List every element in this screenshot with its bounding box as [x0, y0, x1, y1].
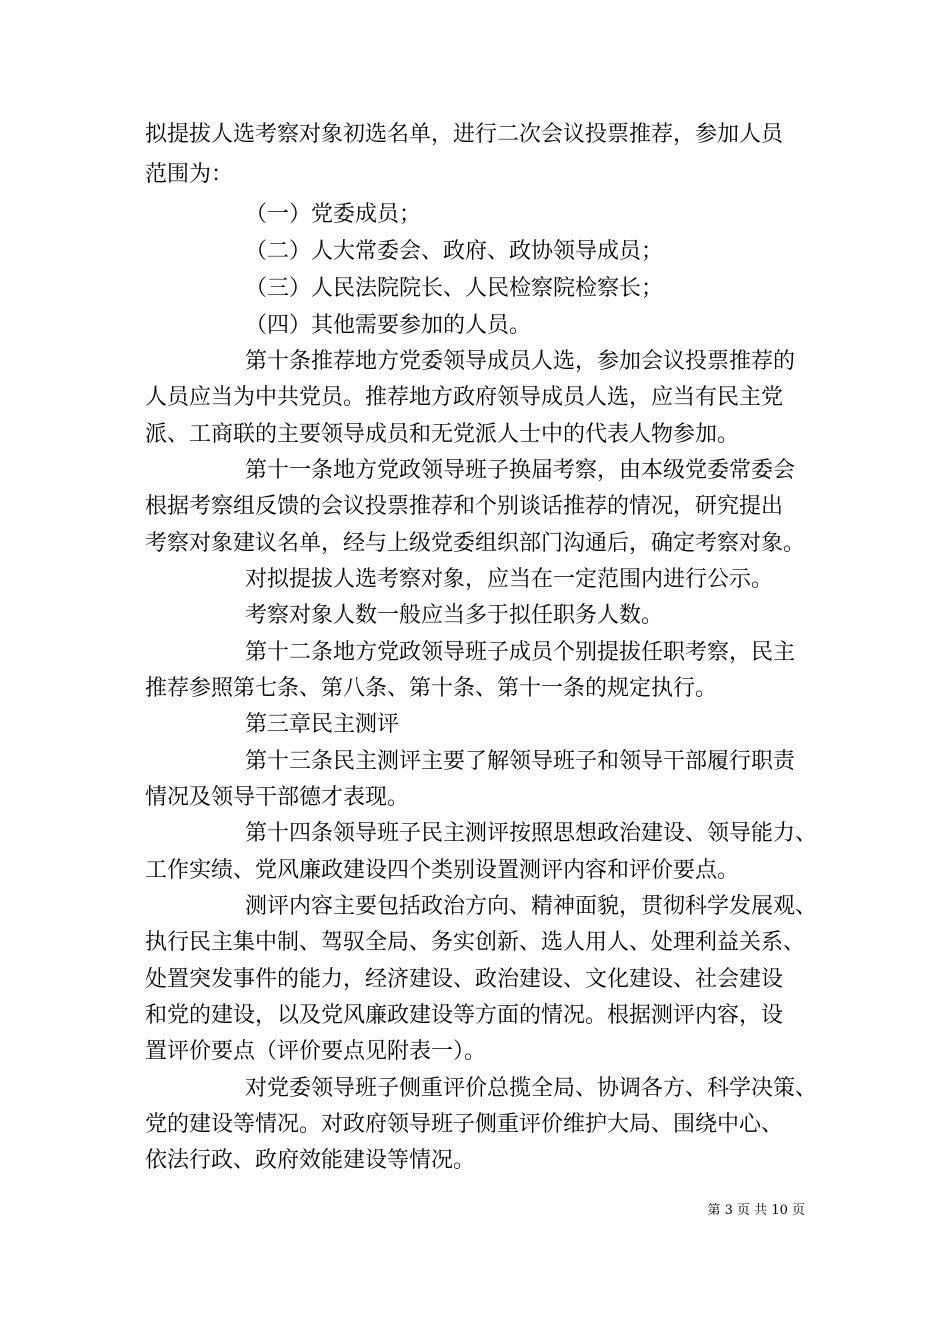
- list-item: （一）党委成员；: [245, 202, 422, 227]
- paragraph-start: 对党委领导班子侧重评价总揽全局、协调各方、科学决策、: [245, 1076, 818, 1101]
- text-line: 党的建设等情况。对政府领导班子侧重评价维护大局、围绕中心、: [145, 1112, 784, 1137]
- text-line: 置评价要点（评价要点见附表一）。: [145, 1039, 487, 1064]
- paragraph-start: 对拟提拔人选考察对象，应当在一定范围内进行公示。: [245, 567, 774, 592]
- text-line: 和党的建设，以及党风廉政建设等方面的情况。根据测评内容，设: [145, 1003, 784, 1028]
- text-line: 人员应当为中共党员。推荐地方政府领导成员人选，应当有民主党: [145, 385, 784, 410]
- paragraph-start: 第十三条民主测评主要了解领导班子和领导干部履行职责: [245, 749, 796, 774]
- paragraph-start: 第十条推荐地方党委领导成员人选，参加会议投票推荐的: [245, 349, 796, 374]
- list-item: （四）其他需要参加的人员。: [245, 313, 532, 338]
- paragraph-start: 第十二条地方党政领导班子成员个别提拔任职考察，民主: [245, 640, 796, 665]
- text-line: 推荐参照第七条、第八条、第十条、第十一条的规定执行。: [145, 676, 718, 701]
- paragraph-start: 考察对象人数一般应当多于拟任职务人数。: [245, 603, 664, 628]
- list-item: （二）人大常委会、政府、政协领导成员；: [245, 239, 664, 264]
- page-number: 第 3 页 共 10 页: [707, 1203, 805, 1218]
- text-line: 考察对象建议名单，经与上级党委组织部门沟通后，确定考察对象。: [145, 531, 806, 556]
- paragraph-start: 第十一条地方党政领导班子换届考察，由本级党委常委会: [245, 458, 796, 483]
- list-item: （三）人民法院院长、人民检察院检察长；: [245, 276, 664, 301]
- text-line: 情况及领导干部德才表现。: [145, 785, 410, 810]
- paragraph-start: 第十四条领导班子民主测评按照思想政治建设、领导能力、: [245, 821, 818, 846]
- text-line: 处置突发事件的能力，经济建设、政治建设、文化建设、社会建设: [145, 967, 784, 992]
- text-line: 范围为：: [145, 162, 234, 187]
- text-line: 派、工商联的主要领导成员和无党派人士中的代表人物参加。: [145, 422, 740, 447]
- text-line: 工作实绩、党风廉政建设四个类别设置测评内容和评价要点。: [145, 858, 740, 883]
- text-line: 根据考察组反馈的会议投票推荐和个别谈话推荐的情况，研究提出: [145, 494, 784, 519]
- text-line: 拟提拔人选考察对象初选名单，进行二次会议投票推荐，参加人员: [145, 122, 784, 147]
- chapter-heading: 第三章民主测评: [245, 712, 400, 737]
- text-line: 依法行政、政府效能建设等情况。: [145, 1148, 476, 1173]
- paragraph-start: 测评内容主要包括政治方向、精神面貌，贯彻科学发展观、: [245, 894, 818, 919]
- text-line: 执行民主集中制、驾驭全局、务实创新、选人用人、处理利益关系、: [145, 930, 806, 955]
